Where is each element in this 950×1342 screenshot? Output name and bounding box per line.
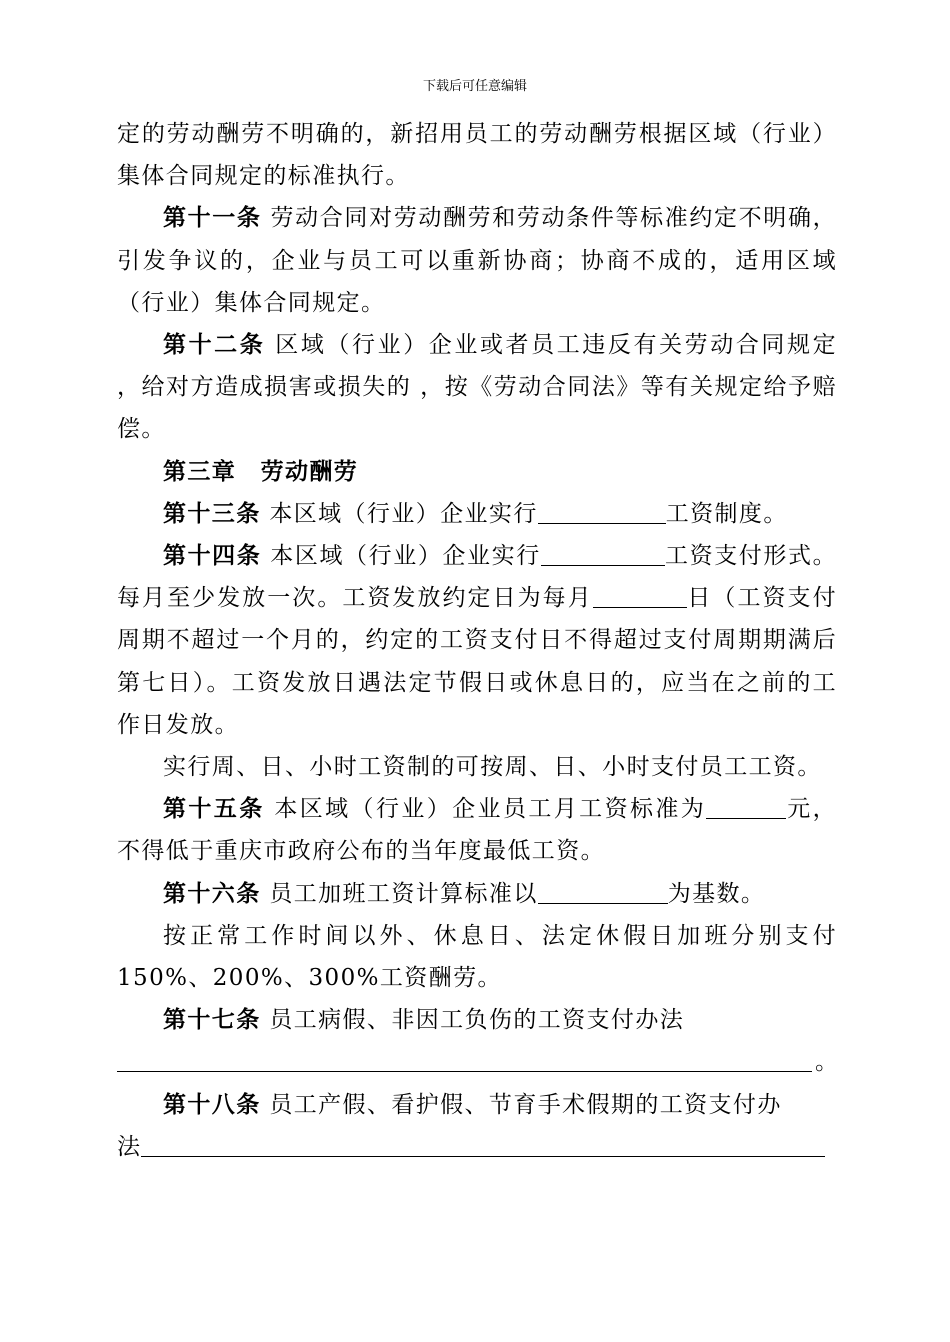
header-note: 下载后可任意编辑 [422, 79, 527, 94]
pay-day-blank [593, 583, 687, 608]
article-13-text-a: 本区域（行业）企业实行 [260, 500, 538, 527]
paragraph-text: 按正常工作时间以外、休息日、法定休假日加班分别支付150%、200%、300%工资酬劳。 [117, 922, 837, 992]
article-16-text-b: 为基数。 [667, 880, 766, 907]
article-17-label: 第十七条 [163, 1007, 261, 1034]
leave-pay-blank-line [117, 1126, 837, 1168]
sick-leave-end-mark: 。 [815, 1049, 840, 1076]
article-18-label: 第十八条 [163, 1091, 261, 1118]
monthly-wage-blank [706, 794, 786, 819]
article-15-text-b: 元，不得低于重庆市政府公布的当年度最低工资。 [117, 796, 837, 865]
sick-leave-blank-line [117, 1041, 840, 1083]
payment-form-blank [541, 541, 665, 566]
article-13-label: 第十三条 [163, 500, 261, 527]
article-18-text: 员工产假、看护假、节育手术假期的工资支付办 [260, 1091, 782, 1118]
article-11-label: 第十一条 [163, 205, 262, 232]
article-12 [117, 324, 837, 451]
article-15-label: 第十五条 [163, 796, 265, 823]
article-17-text: 员工病假、非因工负伤的工资支付办法 [260, 1007, 685, 1034]
article-11-text: 劳动合同对劳动酬劳和劳动条件等标准约定不明确，引发争议的，企业与员工可以重新协商；协商不成的，适用区域（行业）集体合同规定。 [117, 205, 837, 316]
paragraph-overtime-rates [117, 915, 837, 999]
article-16 [117, 873, 837, 915]
article-14-text-a: 本区域（行业）企业实行 [261, 543, 541, 570]
article-12-label: 第十二条 [163, 332, 266, 359]
article-18-continuation: 法 [117, 1133, 142, 1160]
leave-pay-blank [141, 1156, 825, 1157]
article-14-text-b: 工资支付形式。每月至少发放一次。工资发放约定日为每月 [117, 543, 837, 612]
article-17 [117, 999, 837, 1041]
article-14 [117, 535, 837, 746]
chapter-3-title: 第三章 劳动酬劳 [163, 458, 359, 485]
paragraph-text: 实行周、日、小时工资制的可按周、日、小时支付员工工资。 [163, 754, 822, 781]
wage-system-blank [538, 499, 666, 524]
overtime-base-blank [538, 879, 668, 904]
article-12-text: 区域（行业）企业或者员工违反有关劳动合同规定 ，给对方造成损害或损失的 ，按《劳动合同法》等有关规定给予赔偿。 [117, 332, 837, 443]
document-body [117, 113, 840, 1168]
article-14-label: 第十四条 [163, 543, 262, 570]
article-16-text-a: 员工加班工资计算标准以 [260, 880, 538, 907]
article-15 [117, 788, 837, 872]
article-14-text-c: 日（工资支付周期不超过一个月的，约定的工资支付日不得超过支付周期期满后第七日）。工资发放日遇法定节假日或休息日的，应当在之前的工作日发放。 [117, 585, 837, 738]
paragraph-continuation [117, 113, 837, 197]
article-13-text-b: 工资制度。 [665, 500, 788, 527]
article-18 [117, 1084, 837, 1126]
article-15-text-a: 本区域（行业）企业员工月工资标准为 [264, 796, 707, 823]
paragraph-text: 定的劳动酬劳不明确的，新招用员工的劳动酬劳根据区域（行业）集体合同规定的标准执行。 [117, 121, 837, 190]
chapter-3-heading [117, 451, 837, 493]
article-13 [117, 493, 837, 535]
article-16-label: 第十六条 [163, 880, 261, 907]
article-11 [117, 197, 837, 324]
paragraph-hourly-wage [117, 746, 837, 788]
sick-leave-blank [117, 1071, 812, 1072]
